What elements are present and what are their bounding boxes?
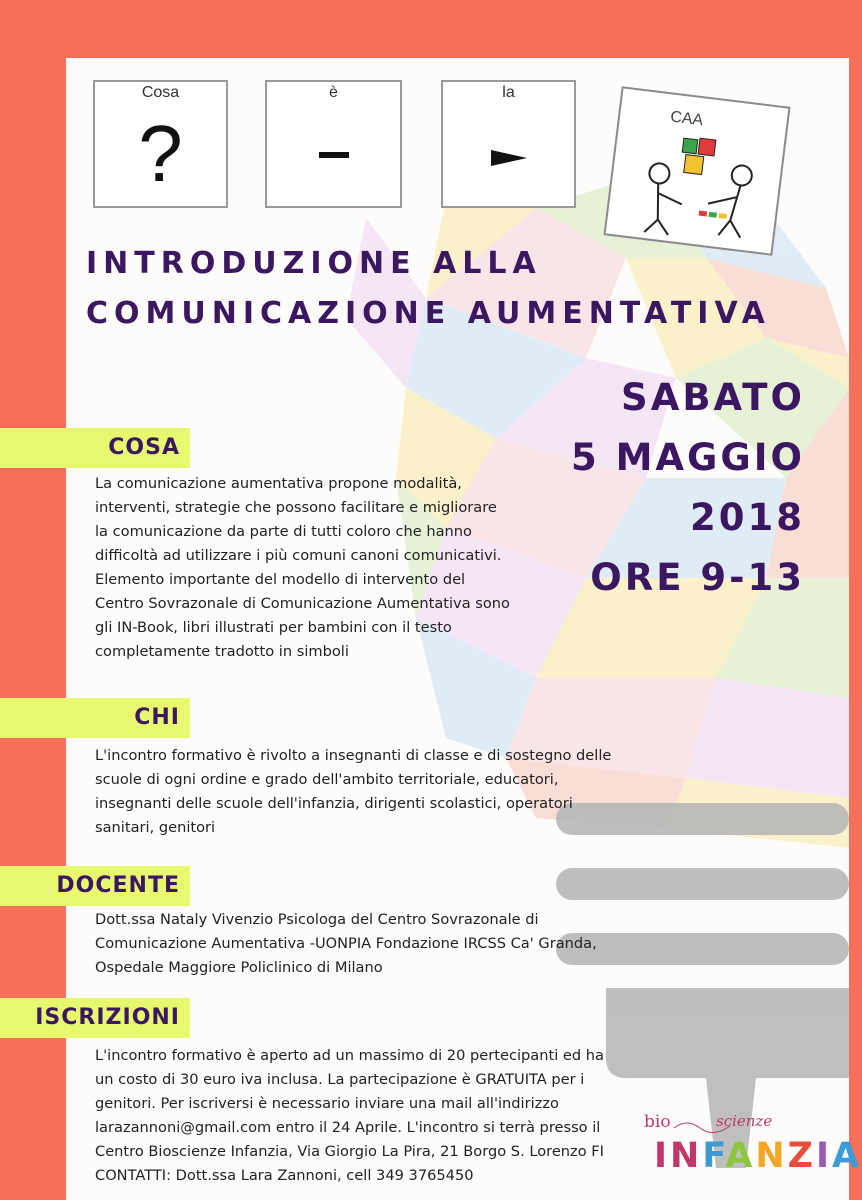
logo-letter: N — [755, 1136, 788, 1176]
logo-letter: I — [654, 1136, 671, 1176]
logo-letter: A — [725, 1136, 756, 1176]
bioscienze-infanzia-logo — [640, 1110, 862, 1194]
text-line: Centro Bioscienze Infanzia, Via Giorgio La Pira, 21 Borgo S. Lorenzo FI — [95, 1143, 604, 1160]
text-line: interventi, strategie che possono facilitare e migliorare — [95, 499, 497, 516]
text-line: La comunicazione aumentativa propone modalità, — [95, 475, 462, 492]
text-line: Centro Sovrazonale di Comunicazione Aumentativa sono — [95, 595, 510, 612]
logo-infanzia-text — [654, 1136, 862, 1176]
text-line: Dott.ssa Nataly Vivenzio Psicologa del Centro Sovrazonale di — [95, 911, 539, 928]
section-body-iscrizioni — [95, 1044, 604, 1188]
logo-letter: F — [702, 1136, 726, 1176]
title-line-1: INTRODUZIONE ALLA — [86, 246, 542, 281]
text-line: CONTATTI: Dott.ssa Lara Zannoni, cell 349 3765450 — [95, 1167, 474, 1184]
text-line: larazannoni@gmail.com entro il 24 Aprile. L'incontro si terrà presso il — [95, 1119, 601, 1136]
section-tag-iscrizioni: ISCRIZIONI — [0, 998, 190, 1038]
text-line: Elemento importante del modello di intervento del — [95, 571, 466, 588]
text-line: scuole di ogni ordine e grado dell'ambito territoriale, educatori, — [95, 771, 559, 788]
caa-caption: CAA — [669, 108, 705, 130]
event-date: 5 MAGGIO — [570, 436, 805, 479]
symbol-card-la — [441, 80, 576, 208]
text-line: Ospedale Maggiore Policlinico di Milano — [95, 959, 383, 976]
symbol-caption: la — [502, 84, 515, 101]
triangle-pointer-icon — [443, 150, 574, 166]
symbol-caption: è — [329, 84, 338, 101]
text-line: insegnanti delle scuole dell'infanzia, dirigenti scolastici, operatori — [95, 795, 573, 812]
logo-scienze-text: scienze — [716, 1112, 773, 1130]
symbol-card-cosa — [93, 80, 228, 208]
event-time: ORE 9-13 — [590, 556, 805, 599]
logo-letter: A — [832, 1136, 862, 1176]
section-body-chi — [95, 744, 611, 840]
question-mark-icon: ? — [138, 109, 183, 198]
dash-icon — [267, 152, 400, 158]
section-tag-docente: DOCENTE — [0, 866, 190, 906]
caa-symbol-card — [603, 86, 790, 256]
event-day: SABATO — [621, 376, 805, 419]
section-tag-chi: CHI — [0, 698, 190, 738]
text-line: completamente tradotto in simboli — [95, 643, 349, 660]
text-line: genitori. Per iscriversi è necessario inviare una mail all'indirizzo — [95, 1095, 559, 1112]
logo-letter: Z — [787, 1136, 817, 1176]
text-line: L'incontro formativo è aperto ad un massimo di 20 pertecipanti ed ha — [95, 1047, 604, 1064]
text-line: sanitari, genitori — [95, 819, 216, 836]
two-people-communicating-icon — [606, 88, 789, 253]
title-line-2: COMUNICAZIONE AUMENTATIVA — [86, 296, 771, 331]
text-line: difficoltà ad utilizzare i più comuni canoni comunicativi. — [95, 547, 502, 564]
text-line: un costo di 30 euro iva inclusa. La partecipazione è GRATUITA per i — [95, 1071, 585, 1088]
section-body-cosa — [95, 472, 510, 664]
text-line: Comunicazione Aumentativa -UONPIA Fondazione IRCSS Ca' Granda, — [95, 935, 597, 952]
text-line: L'incontro formativo è rivolto a insegnanti di classe e di sostegno delle — [95, 747, 612, 764]
symbol-card-e — [265, 80, 402, 208]
section-body-docente — [95, 908, 597, 980]
text-line: gli IN-Book, libri illustrati per bambini con il testo — [95, 619, 452, 636]
section-tag-cosa: COSA — [0, 428, 190, 468]
symbol-caption: Cosa — [141, 84, 180, 101]
text-line: la comunicazione da parte di tutti coloro che hanno — [95, 523, 472, 540]
logo-letter: N — [670, 1136, 703, 1176]
logo-letter: I — [816, 1136, 833, 1176]
logo-bio-text: bio — [644, 1112, 671, 1132]
event-year: 2018 — [690, 496, 805, 539]
